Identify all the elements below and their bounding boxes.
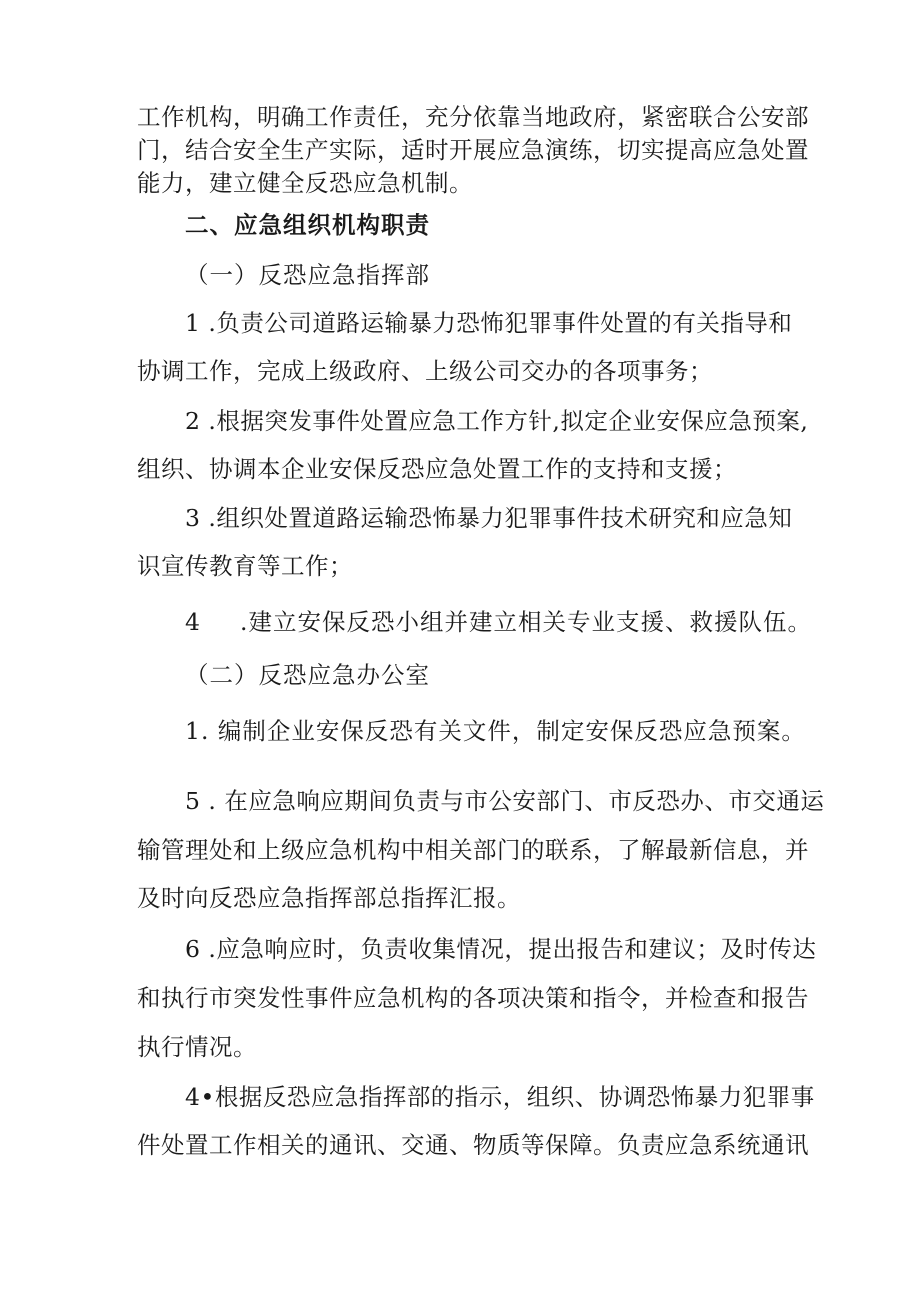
subsection-heading-1: （一）反恐应急指挥部 <box>185 261 430 289</box>
section-heading: 二、应急组织机构职责 <box>185 211 430 239</box>
sub2-item-3-line-1: 6 .应急响应时，负责收集情况，提出报告和建议；及时传达 <box>185 935 817 963</box>
sub1-item-1-line-1: 1 .负责公司道路运输暴力恐怖犯罪事件处置的有关指导和 <box>185 309 793 337</box>
subsection-heading-2: （二）反恐应急办公室 <box>185 661 430 689</box>
sub2-item-3-line-3: 执行情况。 <box>137 1033 257 1061</box>
sub1-item-2-line-2: 组织、协调本企业安保反恐应急处置工作的支持和支援； <box>137 455 737 483</box>
sub2-item-4-line-2: 件处置工作相关的通讯、交通、物质等保障。负责应急系统通讯 <box>137 1131 809 1159</box>
sub1-item-3-line-1: 3 .组织处置道路运输恐怖暴力犯罪事件技术研究和应急知 <box>185 504 793 532</box>
intro-line-2: 门，结合安全生产实际，适时开展应急演练，切实提高应急处置 <box>137 136 809 164</box>
sub2-item-1-line-1: 1. 编制企业安保反恐有关文件，制定安保反恐应急预案。 <box>185 717 806 745</box>
sub1-item-3-line-2: 识宣传教育等工作； <box>137 552 353 580</box>
intro-line-1: 工作机构，明确工作责任，充分依靠当地政府，紧密联合公安部 <box>137 103 809 131</box>
sub1-item-4-number: 4 <box>185 608 201 636</box>
sub1-item-1-line-2: 协调工作，完成上级政府、上级公司交办的各项事务； <box>137 357 713 385</box>
sub2-item-2-line-3: 及时向反恐应急指挥部总指挥汇报。 <box>137 884 521 912</box>
sub1-item-4-text: .建立安保反恐小组并建立相关专业支援、救援队伍。 <box>240 608 812 636</box>
sub2-item-2-line-2: 输管理处和上级应急机构中相关部门的联系，了解最新信息，并 <box>137 836 809 864</box>
sub2-item-4-line-1: 4•根据反恐应急指挥部的指示，组织、协调恐怖暴力犯罪事 <box>185 1083 815 1111</box>
sub2-item-3-line-2: 和执行市突发性事件应急机构的各项决策和指令，并检查和报告 <box>137 984 809 1012</box>
intro-line-3: 能力，建立健全反恐应急机制。 <box>137 169 473 197</box>
sub1-item-2-line-1: 2 .根据突发事件处置应急工作方针,拟定企业安保应急预案, <box>185 407 809 435</box>
sub2-item-2-line-1: 5 . 在应急响应期间负责与市公安部门、市反恐办、市交通运 <box>185 787 825 815</box>
